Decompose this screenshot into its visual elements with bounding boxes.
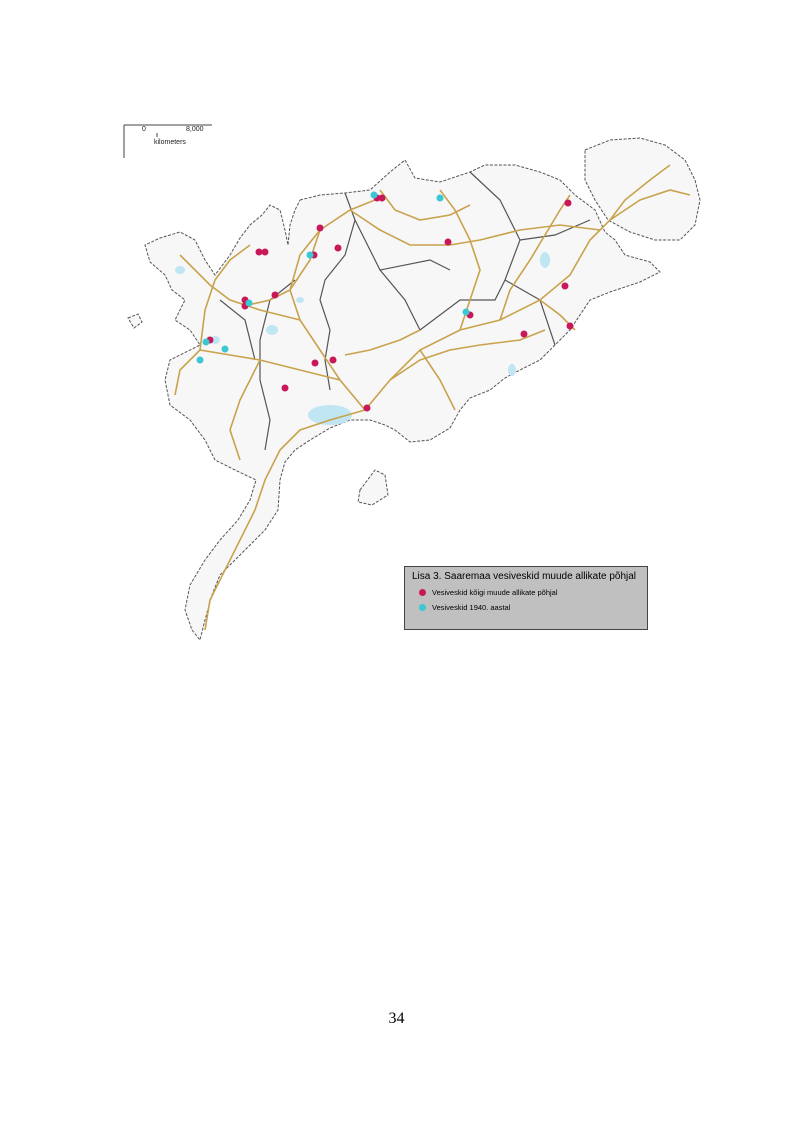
magenta-dot-icon <box>419 589 426 596</box>
mill-marker <box>262 249 269 256</box>
mill-marker <box>565 200 572 207</box>
mill-marker <box>463 309 470 316</box>
legend-label: Vesiveskid 1940. aastal <box>432 603 511 612</box>
mill-marker <box>272 292 279 299</box>
legend-label: Vesiveskid kõigi muude allikate põhjal <box>432 588 558 597</box>
mill-marker <box>330 357 337 364</box>
mill-marker <box>562 283 569 290</box>
mill-marker <box>364 405 371 412</box>
mill-marker <box>246 300 253 307</box>
map-legend <box>404 566 648 630</box>
lake <box>508 364 516 376</box>
mill-marker <box>567 323 574 330</box>
mill-marker <box>521 331 528 338</box>
mill-marker <box>222 346 229 353</box>
lake <box>175 266 185 274</box>
mill-marker <box>282 385 289 392</box>
mill-marker <box>335 245 342 252</box>
cyan-dot-icon <box>419 604 426 611</box>
south-islet <box>358 470 388 505</box>
lake <box>266 325 278 335</box>
muhu-island <box>585 138 700 240</box>
mill-marker <box>256 249 263 256</box>
scale-bar <box>122 120 217 160</box>
page-number: 34 <box>388 1010 405 1027</box>
mill-marker <box>203 339 210 346</box>
scale-unit-label: kilometers <box>154 139 186 146</box>
legend-item-1940 <box>419 603 510 612</box>
mill-marker <box>312 360 319 367</box>
mill-marker <box>445 239 452 246</box>
west-coast-islet <box>128 314 142 328</box>
mill-marker <box>197 357 204 364</box>
legend-title: Lisa 3. Saaremaa vesiveskid muude allikate põhjal <box>412 571 637 582</box>
lake <box>296 297 304 303</box>
scale-end-label: 8,000 <box>186 126 204 133</box>
scale-start-label: 0 <box>142 126 146 133</box>
mill-marker <box>437 195 444 202</box>
lake <box>540 252 550 268</box>
mill-marker <box>371 192 378 199</box>
legend-item-other-sources <box>419 588 558 597</box>
mill-marker <box>317 225 324 232</box>
mill-marker <box>379 195 386 202</box>
mill-marker <box>307 252 314 259</box>
